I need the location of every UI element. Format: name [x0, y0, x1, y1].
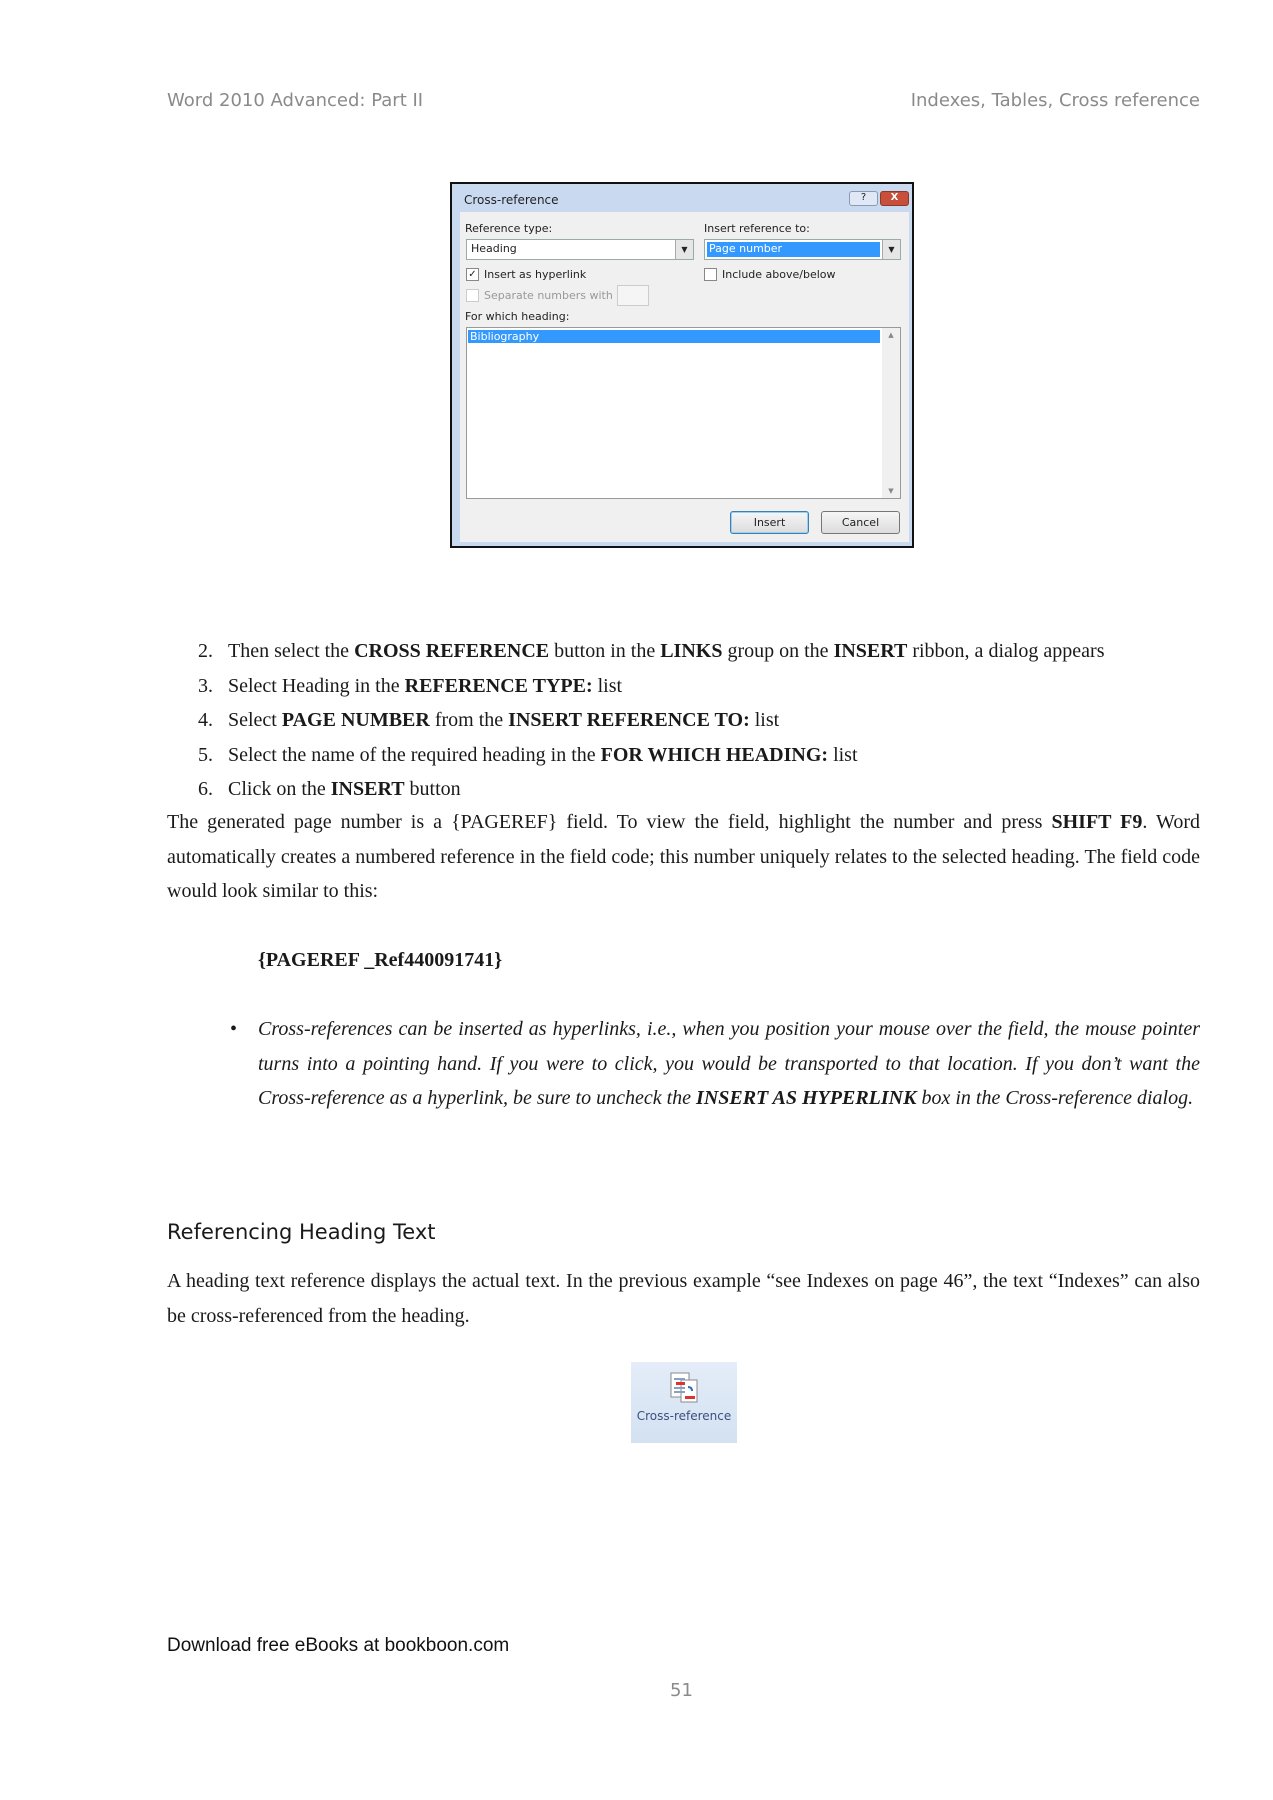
list-item [198, 634, 1203, 669]
list-item[interactable]: Bibliography [468, 330, 880, 343]
list-item [198, 772, 1203, 807]
separate-numbers-checkbox[interactable] [466, 289, 479, 302]
include-above-below-checkbox[interactable] [704, 268, 717, 281]
text-run: ribbon, a dialog appears [907, 640, 1105, 662]
bullet-note [258, 1012, 1200, 1116]
reference-type-select[interactable] [466, 239, 694, 260]
cross-reference-ribbon-button[interactable] [631, 1362, 737, 1443]
cross-reference-icon [666, 1370, 702, 1406]
scroll-down-icon[interactable]: ▼ [888, 487, 894, 495]
step-number: 3. [198, 674, 213, 697]
bold-term: FOR WHICH HEADING: [600, 743, 829, 766]
insert-hyperlink-label: Insert as hyperlink [484, 268, 587, 281]
text-run: Select the name of the required heading in the [228, 743, 601, 766]
text-run: button in the [549, 640, 661, 662]
bold-term: INSERT REFERENCE TO: [508, 709, 750, 731]
text-run: box in the Cross-reference dialog. [916, 1087, 1194, 1109]
text-run: The generated page number is a {PAGEREF} field. To view the field, highlight the number and press [167, 811, 1052, 833]
heading-list[interactable] [466, 327, 901, 499]
insert-reference-label: Insert reference to: [704, 222, 810, 235]
help-button[interactable]: ? [849, 191, 878, 206]
steps-list [198, 634, 1203, 807]
step-number: 5. [198, 743, 213, 766]
section-heading: Referencing Heading Text [167, 1220, 436, 1244]
bold-term: SHIFT F9 [1051, 811, 1143, 833]
text-run: Select Heading in the [228, 674, 405, 697]
text-run: group on the [722, 640, 834, 662]
text-run: Click on the [228, 778, 331, 800]
insert-button[interactable]: Insert [730, 511, 809, 534]
text-run: button [404, 778, 461, 800]
bold-term: PAGE NUMBER [281, 709, 430, 731]
text-run: Then select the [228, 640, 355, 662]
list-item [198, 703, 1203, 738]
footer-link[interactable]: Download free eBooks at bookboon.com [167, 1635, 510, 1656]
list-item [198, 669, 1203, 704]
include-above-below-label: Include above/below [722, 268, 836, 281]
bold-term: REFERENCE TYPE: [404, 674, 593, 697]
scrollbar[interactable] [882, 328, 900, 498]
separator-input[interactable] [617, 285, 649, 306]
step-number: 6. [198, 778, 213, 800]
dialog-title: Cross-reference [464, 193, 559, 207]
cancel-button[interactable]: Cancel [821, 511, 900, 534]
text-run: list [592, 674, 623, 697]
reference-type-label: Reference type: [465, 222, 553, 235]
bold-term: LINKS [660, 640, 723, 662]
text-run: list [828, 743, 858, 766]
cross-reference-dialog [450, 182, 914, 548]
chevron-down-icon: ▼ [882, 240, 900, 259]
list-item [198, 738, 1203, 773]
header-right: Indexes, Tables, Cross reference [910, 90, 1200, 111]
text-run: Select [228, 709, 282, 731]
step-number: 2. [198, 640, 213, 662]
insert-hyperlink-checkbox[interactable]: ✓ [466, 268, 479, 281]
paragraph-field-info [167, 805, 1200, 909]
for-which-heading-label: For which heading: [465, 310, 570, 323]
separate-numbers-label: Separate numbers with [484, 289, 613, 302]
bold-term: INSERT AS HYPERLINK [696, 1087, 917, 1109]
header-left: Word 2010 Advanced: Part II [167, 90, 424, 111]
bullet-icon: • [230, 1018, 238, 1040]
text-run: list [749, 709, 780, 731]
scroll-up-icon[interactable]: ▲ [888, 331, 894, 339]
field-code: {PAGEREF _Ref440091741} [258, 949, 503, 971]
reference-type-value: Heading [471, 242, 517, 255]
text-run: from the [429, 709, 509, 731]
insert-reference-select[interactable] [704, 239, 901, 260]
paragraph-heading-text: A heading text reference displays the actual text. In the previous example “see Indexes on page 46”, the text “Indexes” can also be cross-referenced from the heading. [167, 1270, 1200, 1327]
chevron-down-icon: ▼ [675, 240, 693, 259]
step-number: 4. [198, 709, 213, 731]
close-button[interactable]: X [880, 191, 909, 206]
page-number: 51 [670, 1680, 693, 1701]
text-run: Cross-references can be inserted as hyperlinks, i.e., when you position your mouse over the field, the mouse pointer turns into a pointing hand. If you were to click, you would be transported to that location. If you don’t want the Cross-reference as a hyperlink, be sure to uncheck the [258, 1018, 1200, 1109]
ribbon-button-label: Cross-reference [636, 1409, 732, 1423]
insert-reference-value: Page number [707, 242, 880, 257]
text-run: . Word automatically creates a numbered reference in the field code; this number uniquely relates to the selected heading. The field code would look similar to this: [167, 811, 1200, 902]
bold-term: CROSS REFERENCE [354, 640, 550, 662]
bold-term: INSERT [833, 640, 908, 662]
bold-term: INSERT [330, 778, 405, 800]
